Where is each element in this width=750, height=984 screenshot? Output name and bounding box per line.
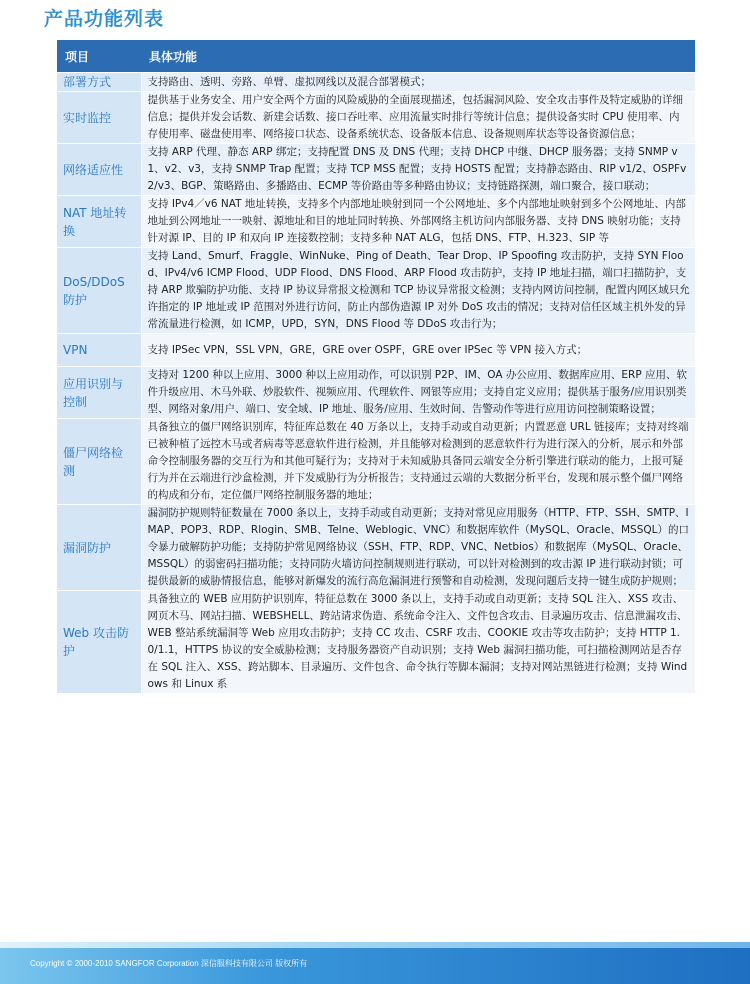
row-description: 支持 IPSec VPN，SSL VPN，GRE，GRE over OSPF，GRE over IPSec 等 VPN 接入方式； [141, 334, 695, 367]
table-row [57, 419, 695, 505]
row-description: 具备独立的 WEB 应用防护识别库，特征总数在 3000 条以上，支持手动或自动更新；支持 SQL 注入、XSS 攻击、网页木马、网站扫描、WEBSHELL、跨站请求伪造、系统命令注入、文件包含攻击、目录遍历攻击、信息泄漏攻击、WEB 整站系统漏洞等 Web 应用攻击防护；支持 CC 攻击、CSRF 攻击、COOKIE 攻击等攻击防护；支持 HTTP 1.0/1.1，HTTPS 协议的安全威胁检测；支持服务器资产自动识别；支持 Web 漏洞扫描功能，可扫描检测网站是否存在 SQL 注入、XSS、跨站脚本、目录遍历、文件包含、命令执行等脚本漏洞；支持对网站黑链进行检测；支持 Windows 和 Linux 系 [141, 591, 695, 694]
row-name: DoS/DDoS 防护 [57, 248, 141, 334]
row-description: 支持 Land、Smurf、Fraggle、WinNuke、Ping of Death、Tear Drop、IP Spoofing 攻击防护，支持 SYN Flood、IPv4/v6 ICMP Flood、UDP Flood、DNS Flood、ARP Flood 攻击防护，支持 IP 地址扫描，端口扫描防护，支持 ARP 欺骗防护功能、支持 IP 协议异常报文检测和 TCP 协议异常报文检测；支持内网访问控制，配置内网区域只允许指定的 IP 地址或 IP 范围对外进行访问，防止内部伪造源 IP 对外 DoS 攻击的情况；支持对信任区域主机外发的异常流量进行检测，如 ICMP，UPD，SYN，DNS Flood 等 DDoS 攻击行为； [141, 248, 695, 334]
table-row [57, 92, 695, 144]
row-name: 部署方式 [57, 73, 141, 92]
table-row [57, 334, 695, 367]
row-name: VPN [57, 334, 141, 367]
row-name: 应用识别与控制 [57, 367, 141, 419]
header-function: 具体功能 [141, 40, 695, 73]
table-row [57, 196, 695, 248]
row-description: 支持 IPv4／v6 NAT 地址转换，支持多个内部地址映射到同一个公网地址、多个内部地址映射到多个公网地址、内部地址到公网地址一一映射、源地址和目的地址同时转换、外部网络主机访问内部服务器、支持 DNS 映射功能；支持针对源 IP、目的 IP 和双向 IP 连接数控制；支持多种 NAT ALG，包括 DNS、FTP、H.323、SIP 等 [141, 196, 695, 248]
row-name: 实时监控 [57, 92, 141, 144]
row-name: 网络适应性 [57, 144, 141, 196]
footer-band [0, 942, 750, 984]
row-name: NAT 地址转换 [57, 196, 141, 248]
row-name: Web 攻击防护 [57, 591, 141, 694]
table-row [57, 367, 695, 419]
page-title: 产品功能列表 [44, 8, 165, 30]
feature-table [57, 40, 695, 694]
table-row [57, 73, 695, 92]
row-name: 僵尸网络检测 [57, 419, 141, 505]
row-description: 具备独立的僵尸网络识别库，特征库总数在 40 万条以上，支持手动或自动更新；内置恶意 URL 链接库；支持对终端已被种植了远控木马或者病毒等恶意软件进行检测，并且能够对检测到的恶意软件行为进行深入的分析，展示和外部命令控制服务器的交互行为和其他可疑行为；支持对于未知威胁具备同云端安全分析引擎进行联动的能力，上报可疑行为并在云端进行沙盒检测，并下发威胁行为分析报告；支持通过云端的大数据分析平台，发现和展示整个僵尸网络的构成和分布，定位僵尸网络控制服务器的地址； [141, 419, 695, 505]
table-row [57, 248, 695, 334]
row-description: 支持对 1200 种以上应用、3000 种以上应用动作，可以识别 P2P、IM、OA 办公应用、数据库应用、ERP 应用、软件升级应用、木马外联、炒股软件、视频应用、代理软件、网银等应用；支持自定义应用；提供基于服务/应用识别类型、网络对象/用户、端口、安全域、IP 地址、服务/应用、生效时间、告警动作等进行应用访问控制策略设置； [141, 367, 695, 419]
row-description: 支持 ARP 代理、静态 ARP 绑定；支持配置 DNS 及 DNS 代理；支持 DHCP 中继、DHCP 服务器；支持 SNMP v1、v2、v3，支持 SNMP Trap 配置；支持 TCP MSS 配置；支持 HOSTS 配置；支持静态路由、RIP v1/2、OSPFv2/v3、BGP、策略路由、多播路由、ECMP 等价路由等多种路由协议；支持链路探测，端口聚合，接口联动； [141, 144, 695, 196]
table-row [57, 144, 695, 196]
header-item: 项目 [57, 40, 141, 73]
table-row [57, 505, 695, 591]
table-header-row [57, 40, 695, 73]
row-description: 支持路由、透明、旁路、单臂、虚拟网线以及混合部署模式； [141, 73, 695, 92]
row-description: 提供基于业务安全、用户安全两个方面的风险威胁的全面展现描述，包括漏洞风险、安全攻击事件及特定威胁的详细信息；提供并发会话数、新建会话数、接口吞吐率、应用流量实时排行等统计信息；提供设备实时 CPU 使用率、内存使用率、磁盘使用率、网络接口状态、设备系统状态、设备版本信息、设备规则库状态等设备资源信息； [141, 92, 695, 144]
row-name: 漏洞防护 [57, 505, 141, 591]
copyright-text: Copyright © 2000-2010 SANGFOR Corporation 深信服科技有限公司 版权所有 [30, 959, 308, 968]
table-row [57, 591, 695, 694]
row-description: 漏洞防护规则特征数量在 7000 条以上，支持手动或自动更新；支持对常见应用服务（HTTP、FTP、SSH、SMTP、IMAP、POP3、RDP、Rlogin、SMB、Telne、Weblogic、VNC）和数据库软件（MySQL、Oracle、MSSQL）的口令暴力破解防护功能；支持防护常见网络协议（SSH、FTP、RDP、VNC、Netbios）和数据库（MySQL、Oracle、MSSQL）的弱密码扫描功能；支持同防火墙访问控制规则进行联动，可以针对检测到的攻击源 IP 进行联动封锁；可提供最新的威胁情报信息，能够对新爆发的流行高危漏洞进行预警和自动检测，发现问题后支持一键生成防护规则； [141, 505, 695, 591]
